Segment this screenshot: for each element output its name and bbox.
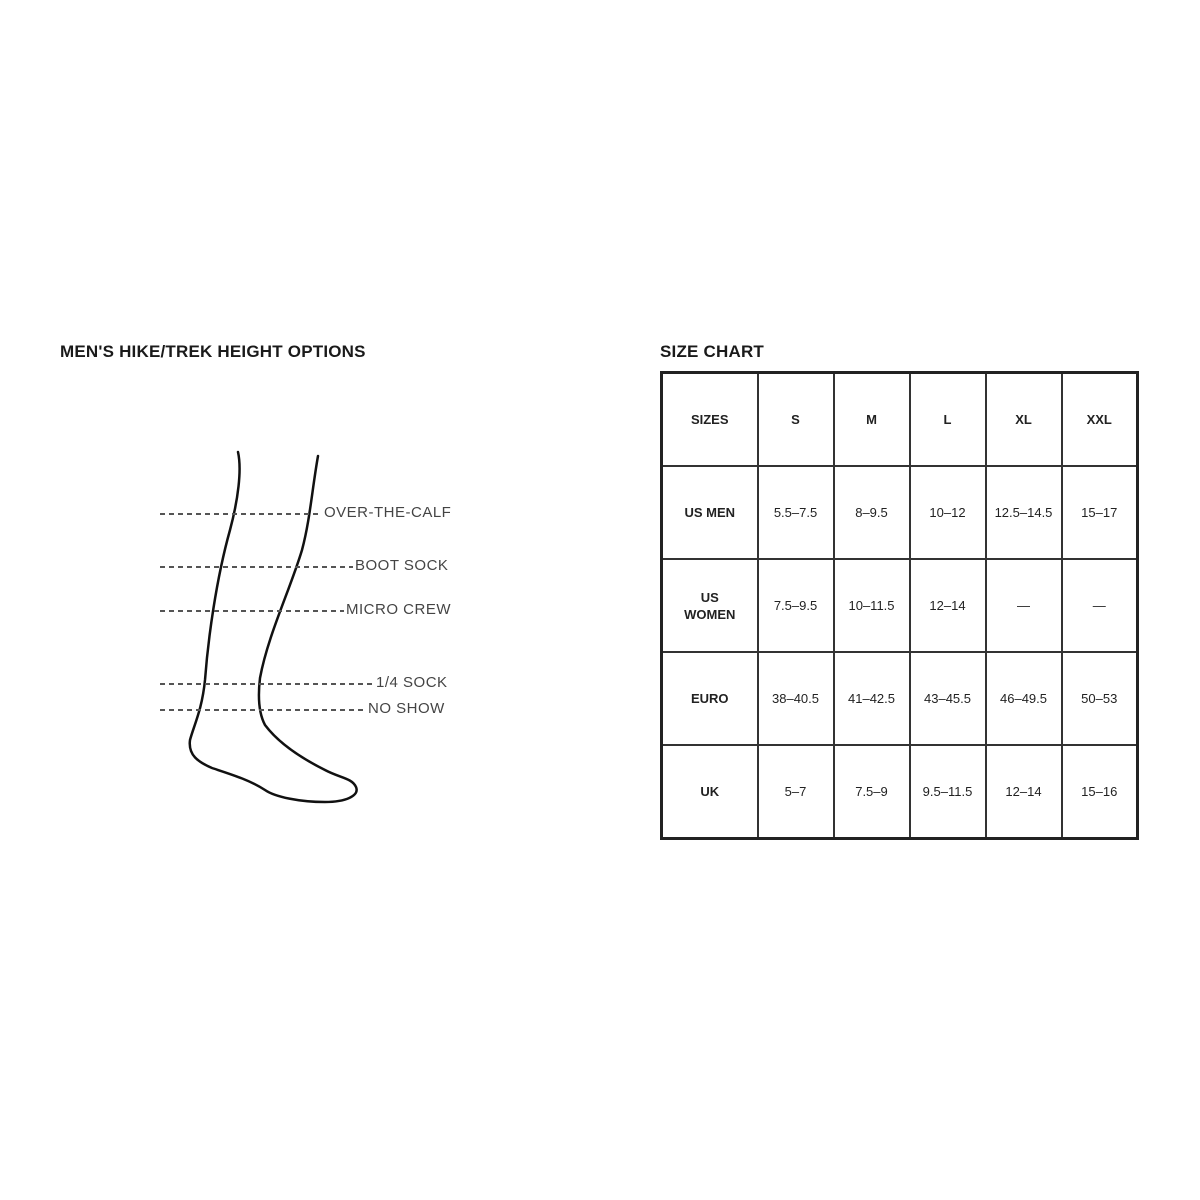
table-header-row — [662, 373, 1138, 467]
height-label-boot-sock: BOOT SOCK — [355, 557, 449, 574]
height-label-no-show: NO SHOW — [368, 700, 445, 717]
table-cell: — — [1062, 559, 1138, 652]
table-cell: 10–12 — [910, 466, 986, 559]
table-row-us-men — [662, 466, 1138, 559]
column-header-xl: XL — [986, 373, 1062, 467]
table-cell: 7.5–9.5 — [758, 559, 834, 652]
column-header-xxl: XXL — [1062, 373, 1138, 467]
table-row-uk — [662, 745, 1138, 839]
column-header-s: S — [758, 373, 834, 467]
height-label-over-the-calf: OVER-THE-CALF — [324, 504, 452, 521]
table-cell: 38–40.5 — [758, 652, 834, 745]
column-header-l: L — [910, 373, 986, 467]
table-cell: 12–14 — [986, 745, 1062, 839]
table-cell: 9.5–11.5 — [910, 745, 986, 839]
row-header-us-men: US MEN — [662, 466, 758, 559]
table-row-euro — [662, 652, 1138, 745]
row-header-uk: UK — [662, 745, 758, 839]
table-cell: 8–9.5 — [834, 466, 910, 559]
table-cell: 10–11.5 — [834, 559, 910, 652]
table-cell: 5–7 — [758, 745, 834, 839]
table-cell: 43–45.5 — [910, 652, 986, 745]
table-cell: 15–16 — [1062, 745, 1138, 839]
table-row-us-women — [662, 559, 1138, 652]
table-cell: 12.5–14.5 — [986, 466, 1062, 559]
height-label-quarter-sock: 1/4 SOCK — [376, 674, 448, 691]
column-header-sizes: SIZES — [662, 373, 758, 467]
table-cell: 7.5–9 — [834, 745, 910, 839]
size-chart-table — [660, 371, 1139, 840]
table-cell: 5.5–7.5 — [758, 466, 834, 559]
table-cell: 15–17 — [1062, 466, 1138, 559]
table-cell: 50–53 — [1062, 652, 1138, 745]
table-cell: 12–14 — [910, 559, 986, 652]
column-header-m: M — [834, 373, 910, 467]
height-options-title: MEN'S HIKE/TREK HEIGHT OPTIONS — [60, 342, 366, 361]
table-cell: 46–49.5 — [986, 652, 1062, 745]
height-label-micro-crew: MICRO CREW — [346, 601, 451, 618]
table-cell: — — [986, 559, 1062, 652]
row-header-us-women: US WOMEN — [662, 559, 758, 652]
sock-height-diagram — [150, 440, 470, 820]
size-chart-title: SIZE CHART — [660, 342, 764, 361]
table-cell: 41–42.5 — [834, 652, 910, 745]
row-header-euro: EURO — [662, 652, 758, 745]
leg-outline-illustration — [150, 440, 470, 820]
